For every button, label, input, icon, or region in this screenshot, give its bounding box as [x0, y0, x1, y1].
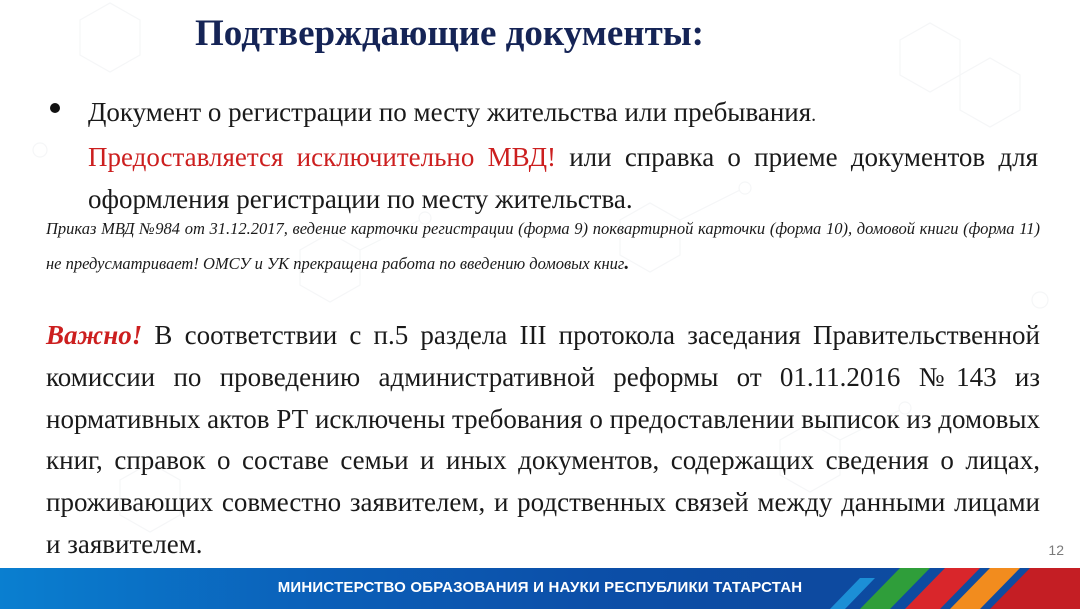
- bullet-text-part2: или справка о приеме документов для оформления регистрации по месту жительства.: [88, 142, 1038, 214]
- bullet-text-period: .: [811, 104, 817, 126]
- footer-bar: [0, 568, 1080, 609]
- ministry-name: МИНИСТЕРСТВО ОБРАЗОВАНИЯ И НАУКИ РЕСПУБЛИКИ ТАТАРСТАН: [277, 579, 803, 596]
- order-note-text: Приказ МВД №984 от 31.12.2017, ведение карточки регистрации (форма 9) поквартирной карточки (форма 10), домовой книги (форма 11) не предусматривает! ОМСУ и УК прекращена работа по введению домовых книг: [46, 219, 1040, 273]
- bullet-icon: [50, 103, 60, 113]
- page-number: 12: [1048, 542, 1064, 558]
- important-label: Важно!: [46, 320, 143, 350]
- order-note-end: .: [624, 252, 630, 274]
- mvd-only-highlight: Предоставляется исключительно МВД!: [88, 142, 556, 172]
- slide-title: Подтверждающие документы:: [195, 13, 704, 54]
- order-note: [46, 212, 1040, 281]
- important-paragraph: [46, 315, 1040, 566]
- bullet-paragraph: [88, 91, 1038, 220]
- important-text: В соответствии с п.5 раздела III протокола заседания Правительственной комиссии по проведению административной реформы от 01.11.2016 №143 из нормативных актов РТ исключены требования о предоставлении выписок из домовых книг, справок о составе семьи и иных документов, содержащих сведения о лицах, проживающих совместно заявителем, и родственных связей между данными лицами и заявителем.: [46, 320, 1040, 559]
- bullet-text-part1: Документ о регистрации по месту жительства или пребывания: [88, 97, 812, 127]
